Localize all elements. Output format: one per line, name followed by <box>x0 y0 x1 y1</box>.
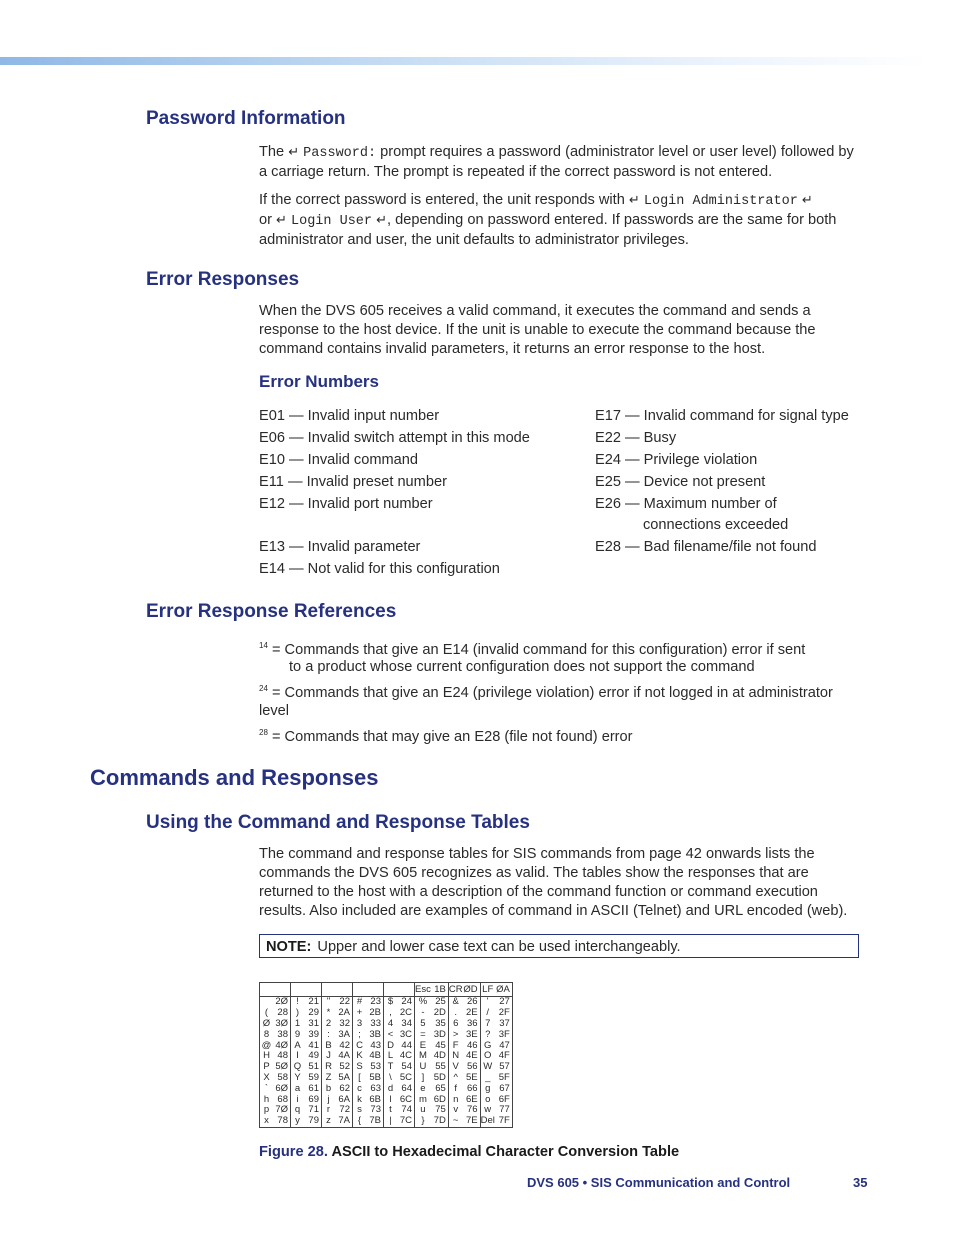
ascii-hex-cell: 74 <box>397 1105 415 1116</box>
ascii-hex-cell: 3D <box>431 1029 449 1040</box>
return-icon: ↵ <box>288 145 300 160</box>
ascii-hex-cell: 47 <box>499 1039 510 1051</box>
ascii-hex-cell: 4B <box>366 1051 384 1062</box>
ascii-char-cell: W <box>483 1061 493 1073</box>
ascii-hex-cell: 61 <box>304 1083 322 1094</box>
ascii-char-cell: v <box>453 1104 459 1116</box>
ascii-char-cell: d <box>387 1082 394 1094</box>
ascii-row <box>260 1051 513 1062</box>
return-icon: ↵ <box>276 213 287 228</box>
ascii-char-cell: s <box>357 1104 362 1116</box>
ascii-char-cell: ! <box>296 996 299 1008</box>
ascii-char-cell: 3 <box>356 1017 363 1029</box>
ascii-hex-cell: 56 <box>463 1062 481 1073</box>
error-responses-heading: Error Responses <box>146 269 300 290</box>
ascii-char-cell: D <box>387 1039 394 1051</box>
note-label: NOTE: <box>266 939 312 955</box>
ascii-char-cell: : <box>327 1028 330 1040</box>
ascii-hex-cell: 5D <box>431 1073 449 1084</box>
ascii-hex-cell: 3B <box>366 1029 384 1040</box>
ascii-hex-cell: 45 <box>431 1040 449 1051</box>
ascii-hex-cell: 46 <box>463 1040 481 1051</box>
ascii-hex-cell: 77 <box>499 1104 510 1116</box>
ascii-hex-cell: 29 <box>304 1008 322 1019</box>
error-responses-intro: When the DVS 605 receives a valid command, it executes the command and sends a response to the host device. If the unit is unable to execute the command because the command contains invalid parameters, it returns an error response to the host. <box>259 303 816 357</box>
ascii-char-cell: c <box>357 1082 362 1094</box>
return-icon: ↵ <box>628 193 640 208</box>
commands-heading: Commands and Responses <box>90 765 379 790</box>
ascii-hex-cell: 37 <box>499 1017 510 1029</box>
ascii-char-cell: m <box>418 1093 427 1105</box>
ascii-char-cell: + <box>356 1007 363 1019</box>
ascii-row <box>260 1083 513 1094</box>
ascii-hex-cell <box>366 983 384 997</box>
ascii-hex-cell: 24 <box>397 997 415 1008</box>
ascii-char-cell: V <box>452 1061 459 1073</box>
ascii-char-cell: } <box>421 1115 425 1127</box>
return-icon: ↵ <box>376 213 387 228</box>
ascii-hex-cell: 75 <box>431 1105 449 1116</box>
ascii-char-cell: b <box>325 1082 332 1094</box>
ascii-char-cell: ; <box>358 1028 361 1040</box>
command-tables-intro: The command and response tables for SIS commands from page 42 onwards lists the commands the DVS 605 recognizes as valid. The tables show the responses that are returned to the host with a description of the command function or command execution results. Also included are examples of command in ASCII (Telnet) and URL encoded (web). <box>259 846 848 919</box>
ascii-char-cell: ' <box>486 996 489 1008</box>
ascii-char-cell: x <box>264 1115 269 1127</box>
error-numbers-heading: Error Numbers <box>259 372 379 391</box>
ascii-char-cell: o <box>485 1093 491 1105</box>
ascii-hex-cell: 6A <box>335 1094 353 1105</box>
ascii-row <box>260 997 513 1008</box>
command-tables-heading: Using the Command and Response Tables <box>146 812 530 833</box>
ascii-char-cell: Esc <box>415 983 431 995</box>
ascii-char-cell: 6 <box>453 1017 459 1029</box>
ascii-hex-cell: 5B <box>366 1073 384 1084</box>
ascii-hex-cell: 4A <box>335 1051 353 1062</box>
ascii-hex-cell: 3C <box>397 1029 415 1040</box>
ascii-char-cell: G <box>484 1039 492 1051</box>
ascii-hex-cell: 3E <box>463 1029 481 1040</box>
ascii-row <box>260 1073 513 1084</box>
ascii-hex-cell: 2A <box>335 1008 353 1019</box>
ascii-char-cell: P <box>263 1061 270 1073</box>
ascii-hex-cell: 79 <box>304 1116 322 1127</box>
ascii-char-cell: % <box>418 996 428 1008</box>
ascii-char-cell: N <box>452 1050 460 1062</box>
ascii-hex-cell: 5C <box>397 1073 415 1084</box>
ascii-hex-cell: 58 <box>273 1073 291 1084</box>
ascii-char-cell: ` <box>264 1082 269 1094</box>
error-item: E14 — Not valid for this configuration <box>259 561 500 577</box>
ascii-hex-cell: 5Ø <box>273 1062 291 1073</box>
ascii-hex-cell: 5E <box>463 1073 481 1084</box>
ascii-hex-cell: 25 <box>431 997 449 1008</box>
ascii-char-cell: L <box>387 1050 394 1062</box>
ascii-char-cell: J <box>326 1050 331 1062</box>
ascii-hex-cell: 7Ø <box>273 1105 291 1116</box>
ascii-char-cell: e <box>420 1082 426 1094</box>
ascii-hex-cell: 64 <box>397 1083 415 1094</box>
ascii-hex-cell: 36 <box>463 1019 481 1030</box>
ascii-char-cell: ~ <box>452 1115 459 1127</box>
ascii-char-cell: * <box>326 1007 331 1019</box>
ascii-char-cell: a <box>294 1082 301 1094</box>
ascii-char-cell: ) <box>295 1007 300 1019</box>
ascii-char-cell: 7 <box>485 1017 491 1029</box>
ascii-hex-cell: 68 <box>273 1094 291 1105</box>
ascii-hex-cell: 2F <box>498 1007 510 1019</box>
ascii-char-cell: O <box>484 1050 492 1062</box>
ascii-char-cell: CR <box>448 983 463 995</box>
ascii-char-cell: i <box>296 1093 299 1105</box>
ascii-char-cell: / <box>486 1007 490 1019</box>
ascii-char-cell <box>291 983 305 997</box>
ascii-hex-cell: 72 <box>335 1105 353 1116</box>
error-item: E22 — Busy <box>595 430 677 446</box>
ascii-hex-cell: 2B <box>366 1008 384 1019</box>
ascii-hex-cell: 49 <box>304 1051 322 1062</box>
ascii-row <box>260 1116 513 1127</box>
reference-14: $^{14}$ = Commands that give an E14 (invalid command for this configuration) error if sent <box>259 641 806 658</box>
ascii-hex-cell: 76 <box>463 1105 481 1116</box>
ascii-char-cell: 5 <box>420 1017 426 1029</box>
ascii-char-cell: Y <box>294 1071 301 1083</box>
ascii-hex-cell: 6F <box>498 1093 510 1105</box>
ascii-hex-cell: 2D <box>431 1008 449 1019</box>
ascii-hex-cell: 5F <box>498 1071 510 1083</box>
ascii-char-cell: p <box>263 1104 270 1116</box>
ascii-row <box>260 1019 513 1030</box>
ascii-hex-cell: 7E <box>463 1116 481 1127</box>
ascii-hex-cell: 28 <box>273 1008 291 1019</box>
note-text: Upper and lower case text can be used interchangeably. <box>317 939 681 955</box>
ascii-char-cell: M <box>418 1050 427 1062</box>
ascii-hex-cell: 78 <box>273 1116 291 1127</box>
ascii-char-cell: K <box>356 1050 363 1062</box>
ascii-hex-cell: 31 <box>304 1019 322 1030</box>
ascii-char-cell: 2 <box>325 1017 332 1029</box>
ascii-char-cell: t <box>389 1104 392 1116</box>
ascii-hex-cell: 26 <box>463 997 481 1008</box>
ascii-row <box>260 1105 513 1116</box>
ascii-hex-cell: 7F <box>498 1115 510 1127</box>
error-item: E26 — Maximum number of <box>595 496 777 512</box>
ascii-char-cell: _ <box>485 1071 491 1083</box>
error-references-heading: Error Response References <box>146 601 397 622</box>
ascii-char-cell: F <box>452 1039 459 1051</box>
ascii-char-cell: Z <box>325 1071 332 1083</box>
ascii-hex-cell: 59 <box>304 1073 322 1084</box>
ascii-char-cell: " <box>326 996 331 1008</box>
ascii-hex-cell <box>397 983 415 997</box>
ascii-char-cell: < <box>387 1028 394 1040</box>
page-number: 35 <box>853 1175 868 1190</box>
ascii-char-cell: ^ <box>453 1071 458 1083</box>
ascii-hex-cell: 42 <box>335 1040 353 1051</box>
ascii-hex-cell: 41 <box>304 1040 322 1051</box>
password-heading: Password Information <box>146 108 346 129</box>
ascii-hex-cell: 71 <box>304 1105 322 1116</box>
ascii-hex-cell: 6E <box>463 1094 481 1105</box>
ascii-hex-cell: 51 <box>304 1062 322 1073</box>
ascii-char-cell: Q <box>293 1061 302 1073</box>
ascii-char-cell: @ <box>261 1039 272 1051</box>
ascii-char-cell: S <box>356 1061 363 1073</box>
ascii-char-cell: | <box>389 1115 392 1127</box>
ascii-hex-cell: 3A <box>335 1029 353 1040</box>
figure-caption: Figure 28. ASCII to Hexadecimal Character Conversion Table <box>259 1144 680 1160</box>
ascii-hex-cell: 54 <box>397 1062 415 1073</box>
password-code: Password: <box>303 146 377 161</box>
ascii-hex-cell: 3F <box>498 1028 510 1040</box>
ascii-hex-cell: 67 <box>499 1082 510 1094</box>
ascii-hex-cell: 57 <box>499 1061 510 1073</box>
error-item: E17 — Invalid command for signal type <box>595 408 849 424</box>
ascii-hex-cell <box>304 983 322 997</box>
ascii-hex-cell: 4E <box>463 1051 481 1062</box>
ascii-hex-cell: 6Ø <box>273 1083 291 1094</box>
ascii-hex-cell: 43 <box>366 1040 384 1051</box>
return-icon: ↵ <box>801 193 813 208</box>
note-box <box>259 934 859 958</box>
ascii-row <box>260 1029 513 1040</box>
ascii-hex-cell: ØD <box>463 983 481 997</box>
ascii-char-cell <box>260 997 274 1008</box>
ascii-char-cell: H <box>263 1050 270 1062</box>
ascii-char-cell <box>322 983 336 997</box>
ascii-hex-cell: 22 <box>335 997 353 1008</box>
ascii-char-cell: 8 <box>263 1028 270 1040</box>
ascii-hex-cell: 34 <box>397 1019 415 1030</box>
ascii-char-cell: w <box>484 1104 492 1116</box>
ascii-char-cell: $ <box>387 996 394 1008</box>
ascii-char-cell: r <box>326 1104 331 1116</box>
ascii-row <box>260 1008 513 1019</box>
ascii-hex-cell: 5A <box>335 1073 353 1084</box>
ascii-hex-cell: 35 <box>431 1019 449 1030</box>
ascii-char-cell: & <box>452 996 459 1008</box>
ascii-char-cell: I <box>296 1050 299 1062</box>
ascii-char-cell: 1 <box>294 1017 301 1029</box>
ascii-hex-cell: 6C <box>397 1094 415 1105</box>
ascii-hex-cell: 21 <box>304 997 322 1008</box>
ascii-hex-table <box>259 982 513 1128</box>
ascii-hex-cell: 4F <box>498 1050 510 1062</box>
ascii-char-cell: 4 <box>387 1017 394 1029</box>
ascii-char-cell: A <box>294 1039 301 1051</box>
error-item: E11 — Invalid preset number <box>259 474 447 490</box>
ascii-hex-cell: 73 <box>366 1105 384 1116</box>
error-item: E28 — Bad filename/file not found <box>595 539 817 555</box>
ascii-char-cell: g <box>485 1082 491 1094</box>
ascii-char-cell: LF <box>480 983 495 997</box>
reference-28: $^{28}$ = Commands that may give an E28 (file not found) error <box>259 728 633 745</box>
ascii-char-cell <box>260 983 274 997</box>
password-paragraph-2: If the correct password is entered, the unit responds with ↵ Login Administrator ↵ or ↵ Login User ↵, depending on password entered. If passwords are the same for both administrator and user, the unit defaults to administrator privileges. <box>259 192 837 248</box>
ascii-hex-cell: 66 <box>463 1083 481 1094</box>
ascii-char-cell: > <box>452 1028 459 1040</box>
ascii-row <box>260 1040 513 1051</box>
ascii-hex-cell: 38 <box>273 1029 291 1040</box>
ascii-hex-cell: 62 <box>335 1083 353 1094</box>
password-paragraph-1: The ↵ Password: prompt requires a password (administrator level or user level) followed by a carriage return. The prompt is repeated if the correct password is not entered. <box>259 144 854 180</box>
ascii-hex-cell: 7B <box>366 1116 384 1127</box>
ascii-row <box>260 1062 513 1073</box>
ascii-hex-cell: 23 <box>366 997 384 1008</box>
login-user-code: Login User <box>291 214 373 229</box>
figure-label: Figure 28. <box>259 1144 328 1160</box>
ascii-char-cell: . <box>454 1007 458 1019</box>
ascii-hex-cell: 55 <box>431 1062 449 1073</box>
ascii-hex-cell: 6D <box>431 1094 449 1105</box>
ascii-hex-cell: 1B <box>431 983 449 997</box>
error-item: E01 — Invalid input number <box>259 408 440 424</box>
ascii-hex-cell: 27 <box>499 996 510 1008</box>
ascii-hex-cell: 65 <box>431 1083 449 1094</box>
ascii-char-cell: X <box>263 1071 270 1083</box>
header-gradient-bar <box>0 57 930 65</box>
ascii-hex-cell: 44 <box>397 1040 415 1051</box>
ascii-char-cell: z <box>326 1115 331 1127</box>
ascii-char-cell: C <box>356 1039 363 1051</box>
ascii-header-row <box>260 983 513 997</box>
ascii-hex-cell: 69 <box>304 1094 322 1105</box>
error-item-continuation: connections exceeded <box>643 517 789 533</box>
ascii-hex-cell: 4D <box>431 1051 449 1062</box>
ascii-char-cell <box>353 983 367 997</box>
ascii-hex-cell: 7C <box>397 1116 415 1127</box>
ascii-char-cell: y <box>295 1115 300 1127</box>
error-item: E06 — Invalid switch attempt in this mode <box>259 430 530 446</box>
ascii-hex-cell: 32 <box>335 1019 353 1030</box>
ascii-hex-cell: 33 <box>366 1019 384 1030</box>
ascii-char-cell: j <box>327 1093 330 1105</box>
reference-24: $^{24}$ = Commands that give an E24 (privilege violation) error if not logged in at administrator <box>259 684 833 701</box>
ascii-char-cell: , <box>389 1007 392 1019</box>
ascii-hex-cell: 2Ø <box>273 997 291 1008</box>
error-item: E13 — Invalid parameter <box>259 539 421 555</box>
ascii-row <box>260 1094 513 1105</box>
error-item: E12 — Invalid port number <box>259 496 433 512</box>
reference-24-continuation: level <box>259 703 290 719</box>
ascii-hex-cell: 6B <box>366 1094 384 1105</box>
ascii-char-cell: Del <box>480 1115 495 1127</box>
ascii-char-cell: B <box>325 1039 332 1051</box>
ascii-char-cell: E <box>419 1039 427 1051</box>
ascii-hex-cell: 7D <box>431 1116 449 1127</box>
footer-title: DVS 605 • SIS Communication and Control <box>527 1175 791 1190</box>
ascii-hex-cell: 48 <box>273 1051 291 1062</box>
ascii-char-cell: h <box>263 1093 270 1105</box>
ascii-char-cell: 9 <box>294 1028 301 1040</box>
ascii-hex-cell: 2C <box>397 1008 415 1019</box>
error-item: E24 — Privilege violation <box>595 452 758 468</box>
ascii-hex-cell: 7A <box>335 1116 353 1127</box>
ascii-char-cell: T <box>387 1061 394 1073</box>
ascii-hex-cell: 53 <box>366 1062 384 1073</box>
ascii-char-cell: u <box>420 1104 426 1116</box>
ascii-char-cell: - <box>421 1007 425 1019</box>
ascii-char-cell: l <box>389 1093 392 1105</box>
ascii-hex-cell: 2E <box>463 1008 481 1019</box>
ascii-char-cell: q <box>294 1104 301 1116</box>
ascii-hex-cell: 4C <box>397 1051 415 1062</box>
ascii-char-cell: \ <box>389 1071 392 1083</box>
ascii-char-cell: ] <box>421 1071 425 1083</box>
ascii-hex-cell: ØA <box>495 983 513 997</box>
ascii-hex-cell: 63 <box>366 1083 384 1094</box>
ascii-hex-cell: 3Ø <box>273 1019 291 1030</box>
reference-14-continuation: to a product whose current configuration does not support the command <box>289 659 755 675</box>
ascii-char-cell: = <box>420 1028 426 1040</box>
ascii-char-cell: ( <box>264 1007 269 1019</box>
ascii-char-cell: U <box>419 1061 427 1073</box>
ascii-char-cell: n <box>453 1093 459 1105</box>
ascii-char-cell: k <box>357 1093 362 1105</box>
ascii-char-cell: [ <box>358 1071 361 1083</box>
ascii-char-cell: ? <box>485 1028 491 1040</box>
ascii-hex-cell <box>273 983 291 997</box>
error-item: E10 — Invalid command <box>259 452 418 468</box>
login-admin-code: Login Administrator <box>643 194 798 209</box>
ascii-char-cell: Ø <box>262 1017 271 1029</box>
ascii-char-cell: f <box>454 1082 458 1094</box>
ascii-char-cell <box>384 983 398 997</box>
error-item: E25 — Device not present <box>595 474 766 490</box>
ascii-char-cell: # <box>356 996 363 1008</box>
ascii-char-cell: R <box>325 1061 332 1073</box>
ascii-char-cell: { <box>357 1115 362 1127</box>
ascii-hex-cell: 39 <box>304 1029 322 1040</box>
ascii-hex-cell: 4Ø <box>273 1040 291 1051</box>
ascii-hex-cell: 52 <box>335 1062 353 1073</box>
ascii-hex-cell <box>335 983 353 997</box>
